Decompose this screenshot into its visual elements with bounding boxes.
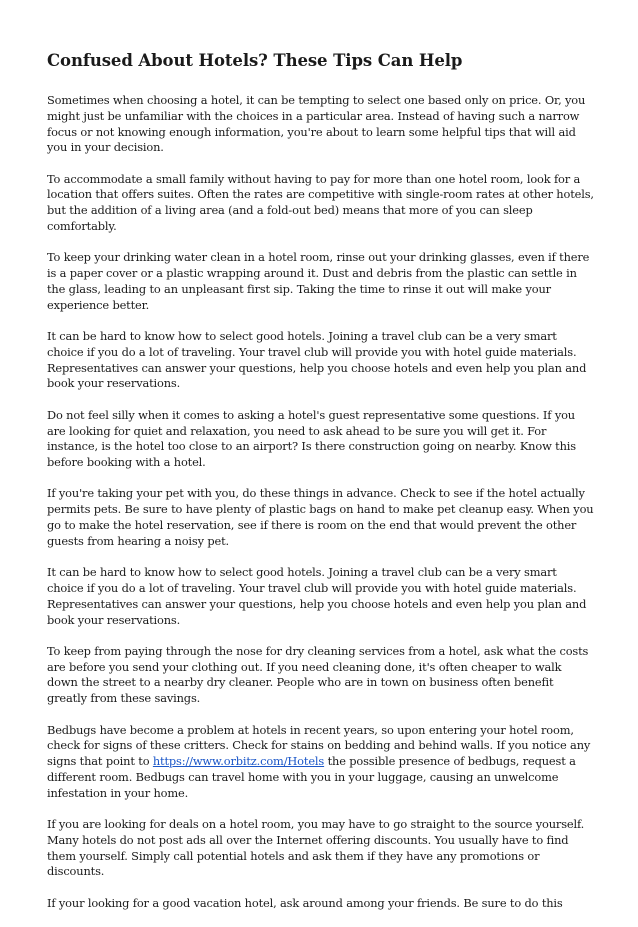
paragraph-guest-representative: Do not feel silly when it comes to asking a hotel's guest representative some questions. If you are looking for quiet and relaxation, you need to ask ahead to be sure you will get it. For instance, is the hotel too close to an airport? Is there construction going on nearby. Know this before booking with a hotel. (47, 407, 576, 470)
paragraph-travel-club: It can be hard to know how to select good hotels. Joining a travel club can be a very smart choice if you do a lot of traveling. Your travel club will provide you with hotel guide materials. Representatives can answer your questions, help you choose hotels and even help you plan and book your reservations. (47, 329, 587, 391)
paragraph-drinking-water: To keep your drinking water clean in a hotel room, rinse out your drinking glasses, even if there is a paper cover or a plastic wrapping around it. Dust and debris from the plastic can settle in the glass, leading to an unpleasant first sip. Taking the time to rinse it out will make your experience better. (47, 250, 590, 312)
paragraph-vacation-hotel: If your looking for a good vacation hotel, ask around among your friends. Be sure to do this (47, 895, 563, 910)
paragraph-deals: If you are looking for deals on a hotel room, you may have to go straight to the source yourself. Many hotels do not post ads all over the Internet offering discounts. You usually have to find them yourself. Simply call potential hotels and ask them if they have any promotions or discounts. (47, 816, 585, 879)
paragraph-dry-cleaning: To keep from paying through the nose for dry cleaning services from a hotel, ask what the costs are before you send your clothing out. If you need cleaning done, it's often cheaper to walk down the street to a nearby dry cleaner. People who are in town on business often benefit greatly from these savings. (47, 643, 589, 706)
paragraph-travel-club-repeat: It can be hard to know how to select good hotels. Joining a travel club can be a very smart choice if you do a lot of traveling. Your travel club will provide you with hotel guide materials. Representatives can answer your questions, help you choose hotels and even help you plan and book your reservations. (47, 565, 587, 627)
paragraph-pets: If you're taking your pet with you, do these things in advance. Check to see if the hotel actually permits pets. Be sure to have plenty of plastic bags on hand to make pet cleanup easy. When you go to make the hotel reservation, see if there is room on the end that would prevent the other guests from hearing a noisy pet. (47, 486, 594, 548)
paragraph-bedbugs (47, 723, 595, 802)
bedbugs-text-after: the possible presence of bedbugs, request a different room. Bedbugs can travel home with you in your luggage, causing an unwelcome infestation in your home. (47, 754, 576, 800)
document-title: Confused About Hotels? These Tips Can Help (47, 51, 463, 70)
paragraph-intro: Sometimes when choosing a hotel, it can be tempting to select one based only on price. Or, you might just be unfamiliar with the choices in a particular area. Instead of having such a narrow focus or not knowing enough information, you're about to learn some helpful tips that will aid you in your decision. (47, 93, 586, 155)
orbitz-hotels-link[interactable]: https://www.orbitz.com/Hotels (152, 754, 325, 769)
bedbugs-text-before: Bedbugs have become a problem at hotels in recent years, so upon entering your hotel room, check for signs of these critters. Check for stains on bedding and behind walls. If you notice any signs that point to (47, 722, 591, 769)
document-page (47, 50, 595, 927)
paragraph-suites: To accommodate a small family without having to pay for more than one hotel room, look for a location that offers suites. Often the rates are competitive with single-room rates at other hotels, but the addition of a living area (and a fold-out bed) means that more of you can sleep comfortably. (47, 171, 594, 234)
